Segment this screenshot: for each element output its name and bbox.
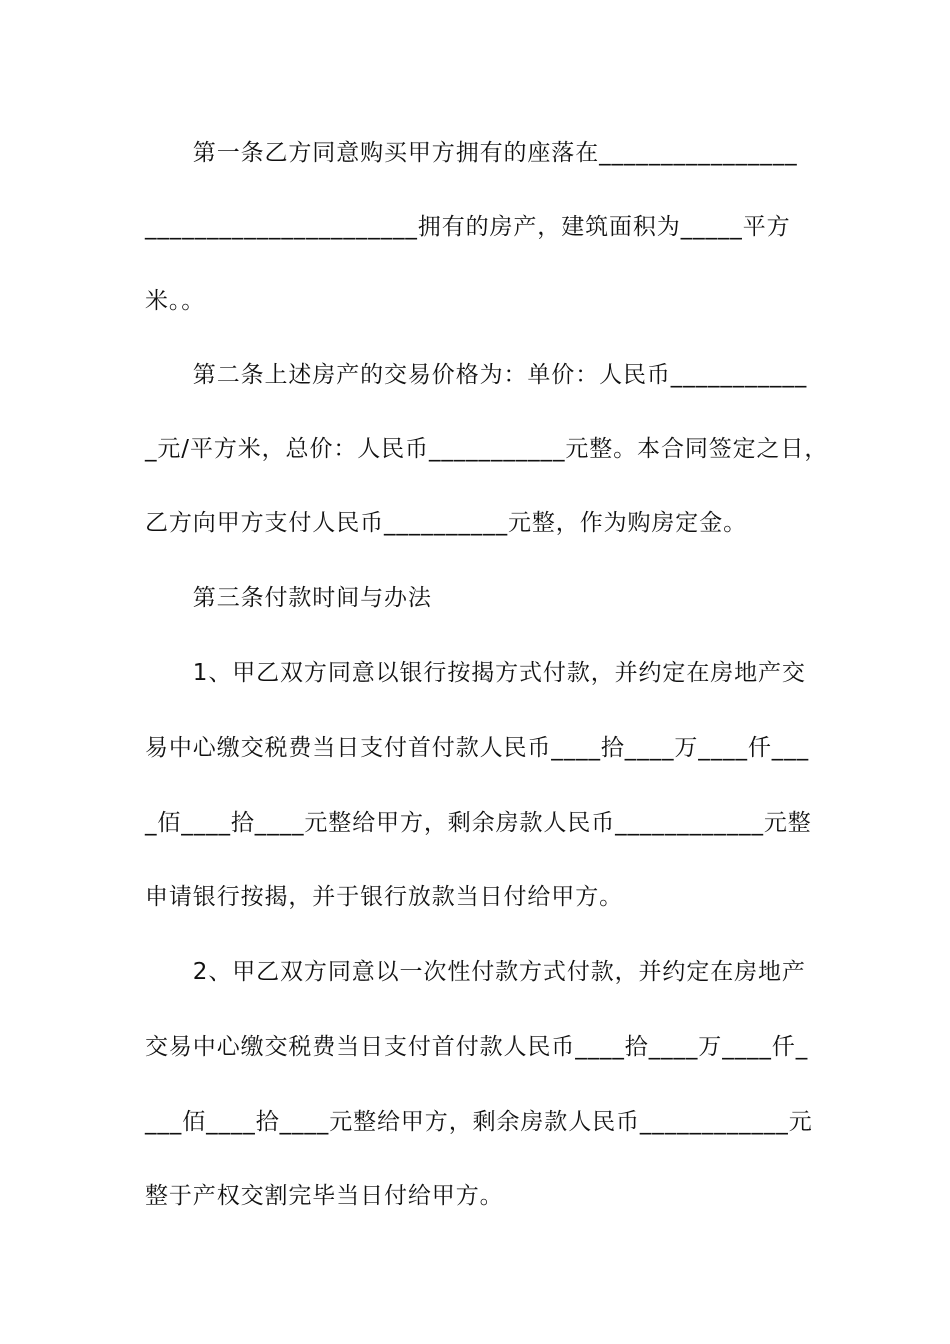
article-2-line-2: _元/平方米，总价：人民币___________元整。本合同签定之日，: [145, 436, 829, 462]
article-2-line-3: 乙方向甲方支付人民币__________元整，作为购房定金。: [145, 510, 747, 536]
clause-1-line-4: 申请银行按揭，并于银行放款当日付给甲方。: [145, 884, 623, 910]
clause-1-line-3: _佰____拾____元整给甲方，剩余房款人民币____________元整: [145, 810, 812, 836]
clause-1-line-2: 易中心缴交税费当日支付首付款人民币____拾____万____仟___: [145, 735, 809, 761]
clause-2-line-1: 2、甲乙双方同意以一次性付款方式付款，并约定在房地产: [145, 959, 806, 985]
article-2-line-1: 第二条上述房产的交易价格为：单价：人民币___________: [145, 362, 808, 388]
clause-2-line-4: 整于产权交割完毕当日付给甲方。: [145, 1183, 504, 1209]
article-1-line-1: 第一条乙方同意购买甲方拥有的座落在________________: [145, 140, 798, 166]
clause-2-line-2: 交易中心缴交税费当日支付首付款人民币____拾____万____仟_: [145, 1034, 809, 1060]
clause-2-line-3: ___佰____拾____元整给甲方，剩余房款人民币____________元: [145, 1109, 813, 1135]
clause-1-line-1: 1、甲乙双方同意以银行按揭方式付款，并约定在房地产交: [145, 660, 806, 686]
article-1-line-3: 米。。: [145, 288, 206, 314]
article-1-line-2: ______________________拥有的房产，建筑面积为_____平方: [145, 214, 791, 240]
article-3-heading: 第三条付款时间与办法: [145, 585, 432, 611]
